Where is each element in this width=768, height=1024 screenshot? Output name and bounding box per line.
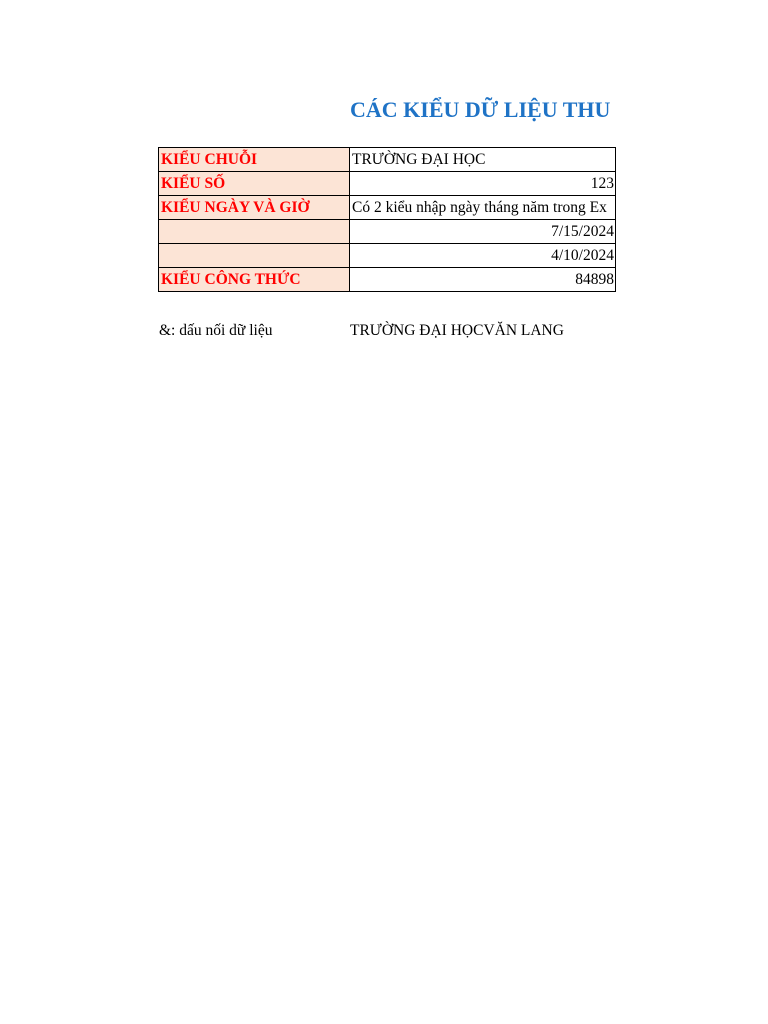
row-value[interactable]: 123 [350,172,616,196]
row-value[interactable]: Có 2 kiểu nhập ngày tháng năm trong Ex [350,196,616,220]
row-label[interactable]: KIỂU CÔNG THỨC [159,268,350,292]
table-row [159,196,616,220]
row-label[interactable] [159,220,350,244]
concat-result[interactable]: TRƯỜNG ĐẠI HỌCVĂN LANG [350,322,564,339]
table-row [159,220,616,244]
row-label[interactable]: KIỂU NGÀY VÀ GIỜ [159,196,350,220]
table-row [159,268,616,292]
table-row [159,148,616,172]
row-value[interactable]: 4/10/2024 [350,244,616,268]
table-row [159,244,616,268]
row-label[interactable]: KIỂU SỐ [159,172,350,196]
row-value[interactable]: TRƯỜNG ĐẠI HỌC [350,148,616,172]
row-value[interactable]: 84898 [350,268,616,292]
concat-operator-note[interactable]: &: dấu nối dữ liệu [159,322,273,339]
data-types-table [158,147,616,292]
row-value[interactable]: 7/15/2024 [350,220,616,244]
row-label[interactable] [159,244,350,268]
row-label[interactable]: KIỂU CHUỖI [159,148,350,172]
table-row [159,172,616,196]
sheet-title: CÁC KIỂU DỮ LIỆU THU [350,97,611,122]
